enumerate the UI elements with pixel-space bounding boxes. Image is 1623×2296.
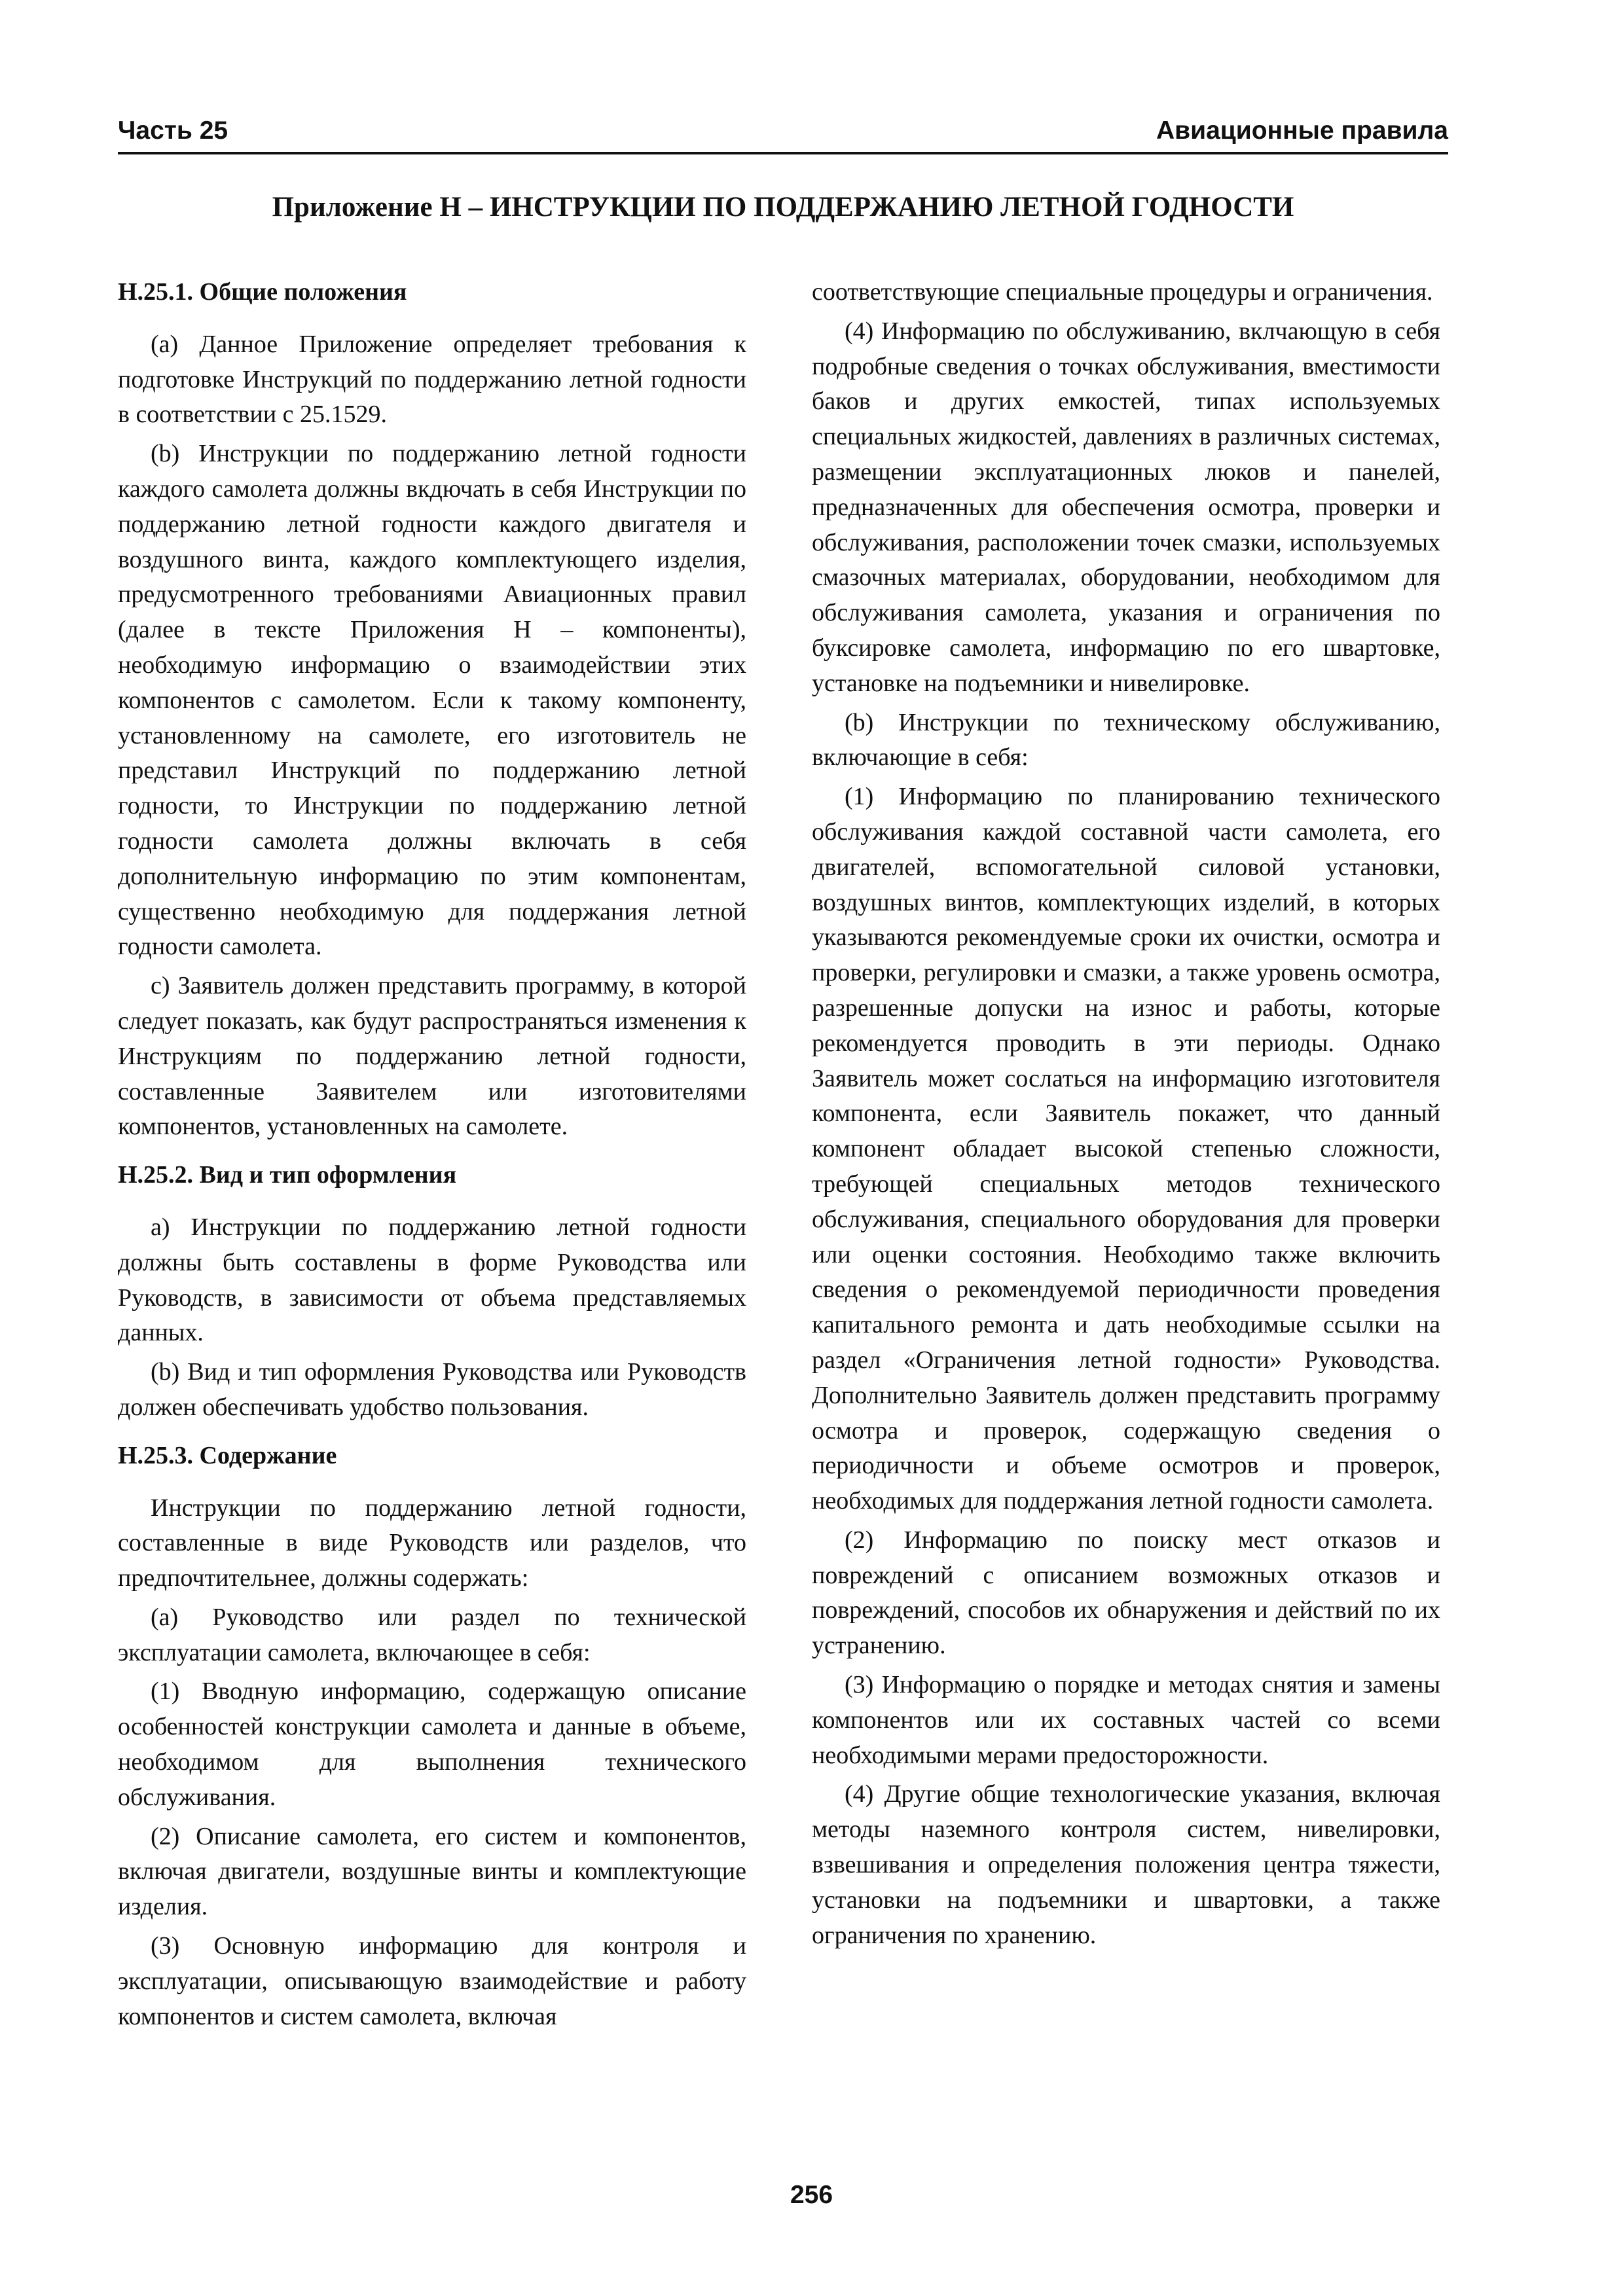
- paragraph: Инструкции по поддержанию летной годности, составленные в виде Руководств или разделов, что предпочтительнее, должны содержать:: [118, 1494, 746, 1592]
- paragraph: (4) Другие общие технологические указания, включая методы наземного контроля систем, нивелировки, взвешивания и определения положения центра тяжести, установки на подъемники и швартовки, а также ограничения по хранению.: [812, 1780, 1440, 1949]
- left-column: [118, 275, 746, 2038]
- paragraph: (3) Информацию о порядке и методах снятия и замены компонентов или их составных частей со всеми необходимыми мерами предосторожности.: [812, 1671, 1440, 1769]
- paragraph: (b) Вид и тип оформления Руководства или Руководств должен обеспечивать удобство пользования.: [118, 1358, 746, 1421]
- paragraph: (a) Руководство или раздел по технической эксплуатации самолета, включающее в себя:: [118, 1603, 746, 1666]
- paragraph: (b) Инструкции по техническому обслуживанию, включающие в себя:: [812, 708, 1440, 772]
- paragraph: а) Инструкции по поддержанию летной годности должны быть составлены в форме Руководства или Руководств, в зависимости от объема представляемых данных.: [118, 1213, 746, 1347]
- appendix-title: Приложение Н – ИНСТРУКЦИИ ПО ПОДДЕРЖАНИЮ ЛЕТНОЙ ГОДНОСТИ: [272, 192, 1294, 223]
- paragraph: (2) Информацию по поиску мест отказов и повреждений с описанием возможных отказов и повреждений, способов их обнаружения и действий по их устранению.: [812, 1526, 1440, 1660]
- paragraph: (3) Основную информацию для контроля и эксплуатации, описывающую взаимодействие и работу компонентов и систем самолета, включая: [118, 1932, 746, 2030]
- paragraph: (1) Вводную информацию, содержащую описание особенностей конструкции самолета и данные в объеме, необходимом для выполнения технического обслуживания.: [118, 1677, 746, 1811]
- header-part-label: Часть 25: [118, 117, 228, 145]
- section-heading-h251: Н.25.1. Общие положения: [118, 278, 407, 306]
- right-column: [812, 275, 1440, 1957]
- paragraph: (b) Инструкции по поддержанию летной годности каждого самолета должны вкдючать в себя Инструкции по поддержанию летной годности каждого двигателя и воздушного винта, каждого комплектующего изделия, предусмотренного требованиями Авиационных правил (далее в тексте Приложения Н – компоненты), необходимую информацию о взаимодействии этих компонентов с самолетом. Если к такому компоненту, установленному на самолете, его изготовитель не представил Инструкций по поддержанию летной годности, то Инструкции по поддержанию летной годности самолета должны включать в себя дополнительную информацию по этим компонентам, существенно необходимую для поддержания летной годности самолета.: [118, 440, 746, 961]
- running-header: [118, 114, 1448, 154]
- header-book-title: Авиационные правила: [1156, 117, 1448, 145]
- paragraph: (4) Информацию по обслуживанию, вклчающую в себя подробные сведения о точках обслуживания, вместимости баков и других емкостей, типах используемых специальных жидкостей, давлениях в различных системах, размещении эксплуатационных люков и панелей, предназначенных для обеспечения осмотра, проверки и обслуживания, расположении точек смазки, используемых смазочных материалах, оборудовании, необходимом для обслуживания самолета, указания и ограничения по буксировке самолета, информацию по его швартовке, установке на подъемники и нивелировке.: [812, 317, 1440, 697]
- section-heading-h253: Н.25.3. Содержание: [118, 1441, 337, 1469]
- paragraph: с) Заявитель должен представить программу, в которой следует показать, как будут распространяться изменения к Инструкциям по поддержанию летной годности, составленные Заявителем или изготовителями компонентов, установленных на самолете.: [118, 972, 746, 1141]
- section-heading-h252: Н.25.2. Вид и тип оформления: [118, 1161, 457, 1189]
- paragraph: соответствующие специальные процедуры и ограничения.: [812, 278, 1433, 306]
- page-number: 256: [790, 2181, 833, 2209]
- paragraph: (1) Информацию по планированию технического обслуживания каждой составной части самолета, его двигателей, вспомогательной силовой установки, воздушных винтов, комплектующих изделий, в которых указываются рекомендуемые сроки их очистки, осмотра и проверки, регулировки и смазки, а также уровень осмотра, разрешенные допуски на износ и работы, которые рекомендуется проводить в эти периоды. Однако Заявитель может сослаться на информацию изготовителя компонента, если Заявитель покажет, что данный компонент обладает высокой степенью сложности, требующей специальных методов технического обслуживания, специального оборудования для проверки или оценки состояния. Необходимо также включить сведения о рекомендуемой периодичности проведения капитального ремонта и дать необходимые ссылки на раздел «Ограничения летной годности» Руководства. Дополнительно Заявитель должен представить программу осмотра и проверок, содержащую сведения о периодичности и объеме осмотров и проверок, необходимых для поддержания летной годности самолета.: [812, 783, 1440, 1515]
- paragraph: (a) Данное Приложение определяет требования к подготовке Инструкций по поддержанию летной годности в соответствии с 25.1529.: [118, 330, 746, 429]
- paragraph: (2) Описание самолета, его систем и компонентов, включая двигатели, воздушные винты и комплектующие изделия.: [118, 1822, 746, 1921]
